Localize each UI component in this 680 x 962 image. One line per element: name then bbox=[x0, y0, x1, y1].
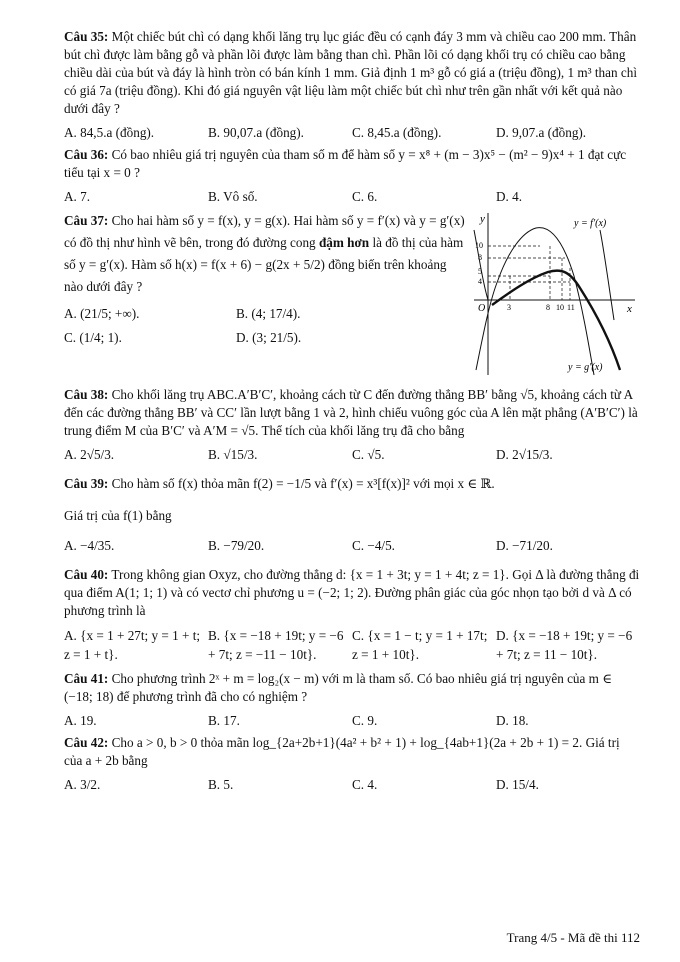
question-text: Một chiếc bút chì có dạng khối lăng trụ lục giác đều có cạnh đáy 3 mm và chiều cao 200 mm. Thân bút chì được làm bằng gỗ và phần lõi được làm bằng than chì. Phần lõi có dạng khối trụ có chiều cao bằng chiều dài của bút và đáy là hình tròn có bán kính 1 mm. Giả định 1 m³ gỗ có giá a (triệu đồng), 1 m³ than chì có giá 7a (triệu đồng). Khi đó giá nguyên vật liệu làm một chiếc bút chì như trên gần nhất với kết quả nào dưới đây ? bbox=[64, 29, 637, 116]
option-c[interactable]: C. 8,45.a (đồng). bbox=[352, 125, 442, 140]
option-c[interactable]: C. 9. bbox=[352, 713, 378, 728]
option-b[interactable]: B. 90,07.a (đồng). bbox=[208, 125, 304, 140]
y-tick-8: 8 bbox=[478, 253, 482, 262]
option-a[interactable]: A. {x = 1 + 27t; y = 1 + t; z = 1 + t}. bbox=[64, 628, 201, 662]
option-b[interactable]: B. 17. bbox=[208, 713, 240, 728]
g-prime-curve bbox=[492, 271, 620, 370]
option-b[interactable]: B. (4; 17/4). bbox=[236, 306, 301, 321]
option-b[interactable]: B. √15/3. bbox=[208, 447, 258, 462]
options-36 bbox=[64, 188, 640, 205]
question-text-2: là đồ thị của hàm số y = g′(x). Hàm số h(x) = f(x + 6) − g(2x + 5/2) đồng biến trên khoảng nào dưới đây ? bbox=[64, 235, 464, 294]
option-a[interactable]: A. (21/5; +∞). bbox=[64, 306, 140, 321]
graph-svg bbox=[470, 210, 640, 378]
option-a[interactable]: A. 7. bbox=[64, 189, 91, 204]
options-42 bbox=[64, 776, 640, 793]
g-prime-label: y = g′(x) bbox=[568, 362, 603, 373]
question-label: Câu 36: bbox=[64, 147, 109, 162]
x-tick-11: 11 bbox=[567, 303, 575, 312]
f-prime-label: y = f′(x) bbox=[574, 218, 607, 229]
options-37-row1 bbox=[64, 304, 466, 324]
option-b[interactable]: B. 5. bbox=[208, 777, 234, 792]
question-37 bbox=[64, 210, 466, 298]
option-c[interactable]: C. (1/4; 1). bbox=[64, 330, 122, 345]
option-d[interactable]: D. (3; 21/5). bbox=[236, 330, 302, 345]
question-text-1: Cho hai hàm số y = f(x), y = g(x). Hai hàm số y = f′(x) và y = g′(x) có đồ thị như hình vẽ bên, trong đó đường cong bbox=[64, 213, 465, 250]
question-label: Câu 42: bbox=[64, 735, 109, 750]
question-text: Cho a > 0, b > 0 thỏa mãn log_{2a+2b+1}(4a² + b² + 1) + log_{4ab+1}(2a + 2b + 1) = 2. Giá trị của a + 2b bằng bbox=[64, 735, 620, 768]
option-a[interactable]: A. −4/35. bbox=[64, 538, 115, 553]
option-a[interactable]: A. 3/2. bbox=[64, 777, 101, 792]
option-a[interactable]: A. 2√5/3. bbox=[64, 447, 115, 462]
question-label: Câu 41: bbox=[64, 671, 109, 686]
options-38 bbox=[64, 446, 640, 463]
x-tick-8: 8 bbox=[546, 303, 550, 312]
options-35 bbox=[64, 124, 640, 141]
question-39-text2: Giá trị của f(1) bằng bbox=[64, 508, 172, 523]
question-40 bbox=[64, 566, 640, 620]
f-prime-right-branch bbox=[600, 230, 614, 320]
option-d[interactable]: D. 2√15/3. bbox=[496, 447, 553, 462]
option-c[interactable]: C. √5. bbox=[352, 447, 385, 462]
question-text: Trong không gian Oxyz, cho đường thẳng d: {x = 1 + 3t; y = 1 + 4t; z = 1}. Gọi Δ là đường thẳng đi qua điểm A(1; 1; 1) và có vectơ chỉ phương u = (−2; 1; 2). Đường phân giác của góc nhọn tạo bởi d và Δ có phương trình là bbox=[64, 567, 640, 618]
x-axis-label: x bbox=[627, 303, 632, 315]
y-tick-10: 10 bbox=[475, 241, 483, 250]
option-a[interactable]: A. 19. bbox=[64, 713, 97, 728]
option-c[interactable]: C. −4/5. bbox=[352, 538, 395, 553]
question-text-bold: đậm hơn bbox=[318, 235, 370, 250]
y-axis-label: y bbox=[480, 213, 485, 225]
option-d[interactable]: D. −71/20. bbox=[496, 538, 553, 553]
page-footer: Trang 4/5 - Mã đề thi 112 bbox=[506, 930, 640, 945]
option-b[interactable]: B. {x = −18 + 19t; y = −6 + 7t; z = −11 − 10t}. bbox=[208, 628, 344, 662]
x-tick-3: 3 bbox=[507, 303, 511, 312]
y-tick-4: 4 bbox=[478, 277, 482, 286]
derivative-graph bbox=[470, 210, 640, 382]
question-39 bbox=[64, 475, 640, 493]
question-label: Câu 38: bbox=[64, 387, 109, 402]
options-37-row2 bbox=[64, 328, 466, 348]
option-c[interactable]: C. 6. bbox=[352, 189, 378, 204]
question-label: Câu 35: bbox=[64, 29, 109, 44]
f-prime-curve bbox=[476, 228, 594, 375]
options-39 bbox=[64, 537, 640, 554]
option-d[interactable]: D. {x = −18 + 19t; y = −6 + 7t; z = 11 − 10t}. bbox=[496, 628, 633, 662]
question-38 bbox=[64, 386, 640, 440]
question-text: Có bao nhiêu giá trị nguyên của tham số m để hàm số y = x⁸ + (m − 3)x⁵ − (m² − 9)x⁴ + 1 đạt cực tiểu tại x = 0 ? bbox=[64, 147, 627, 180]
option-c[interactable]: C. {x = 1 − t; y = 1 + 17t; z = 1 + 10t}. bbox=[352, 628, 488, 662]
question-label: Câu 37: bbox=[64, 213, 109, 228]
option-b[interactable]: B. Vô số. bbox=[208, 189, 258, 204]
option-d[interactable]: D. 18. bbox=[496, 713, 529, 728]
option-b[interactable]: B. −79/20. bbox=[208, 538, 265, 553]
options-41 bbox=[64, 712, 640, 729]
origin-label: O bbox=[478, 303, 486, 314]
question-text: Cho hàm số f(x) thỏa mãn f(2) = −1/5 và f′(x) = x³[f(x)]² với mọi x ∈ ℝ. bbox=[111, 476, 495, 491]
question-label: Câu 40: bbox=[64, 567, 109, 582]
question-text: Cho phương trình 2ˣ + m = log₂(x − m) với m là tham số. Có bao nhiêu giá trị nguyên của m ∈ (−18; 18) để phương trình đã cho có nghiệm ? bbox=[64, 671, 612, 704]
question-35 bbox=[64, 28, 640, 118]
option-a[interactable]: A. 84,5.a (đồng). bbox=[64, 125, 155, 140]
question-41 bbox=[64, 670, 640, 706]
option-c[interactable]: C. 4. bbox=[352, 777, 378, 792]
y-tick-5: 5 bbox=[478, 267, 482, 276]
exam-page bbox=[64, 28, 640, 798]
option-d[interactable]: D. 15/4. bbox=[496, 777, 539, 792]
x-tick-10: 10 bbox=[556, 303, 564, 312]
question-37-block bbox=[64, 210, 640, 382]
question-label: Câu 39: bbox=[64, 476, 109, 491]
options-40 bbox=[64, 626, 640, 664]
question-36 bbox=[64, 146, 640, 182]
question-text: Cho khối lăng trụ ABC.A′B′C′, khoảng cách từ C đến đường thẳng BB′ bằng √5, khoảng cách từ A đến các đường thẳng BB′ và CC′ lần lượt bằng 1 và 2, hình chiếu vuông góc của A lên mặt phẳng (A′B′C′) là trung điểm M của B′C′ và A′M = √5. Thể tích của khối lăng trụ đã cho bằng bbox=[64, 387, 638, 438]
option-d[interactable]: D. 4. bbox=[496, 189, 523, 204]
question-42 bbox=[64, 734, 640, 770]
option-d[interactable]: D. 9,07.a (đồng). bbox=[496, 125, 587, 140]
